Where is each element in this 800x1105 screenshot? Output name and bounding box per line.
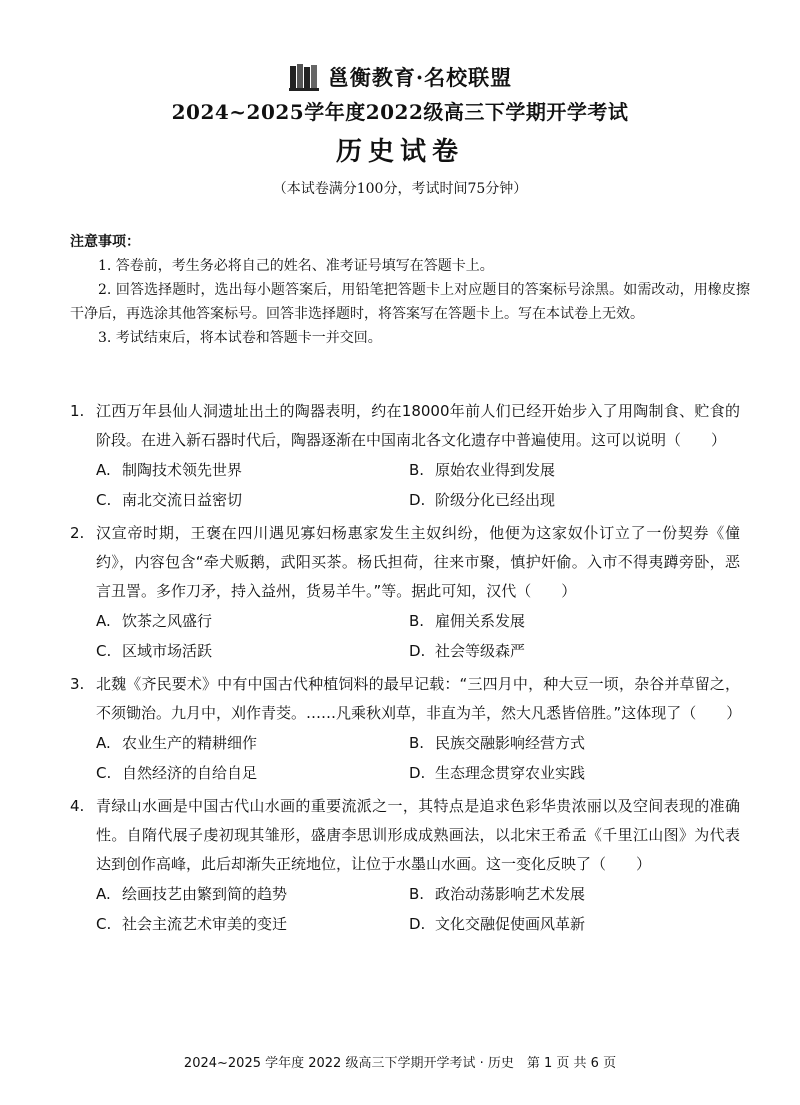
note-item: 3. 考试结束后，将本试卷和答题卡一并交回。 [98, 330, 382, 346]
question-stem: 汉宣帝时期，王褒在四川遇见寡妇杨惠家发生主奴纠纷，他便为这家奴仆订立了一份契券《僮约》，内容包含“牵犬贩鹅，武阳买茶。杨氏担荷，往来市聚，慎护奸偷。入市不得夷蹲旁卧，恶言丑詈。多作刀矛，持入益州，货易羊牛。”等。据此可知，汉代（ ） [96, 524, 740, 600]
question-1 [70, 397, 740, 515]
score-note: （本试卷满分100分，考试时间75分钟） [272, 181, 528, 197]
option-text: 区域市场活跃 [122, 642, 213, 660]
option-letter: C. [96, 642, 112, 660]
page-footer: 2024~2025 学年度 2022 级高三下学期开学考试 · 历史 第 1 页 共 6 页 [183, 1056, 617, 1071]
option-b[interactable] [409, 879, 740, 909]
books-logo-icon [288, 62, 320, 92]
option-text: 自然经济的自给自足 [122, 764, 258, 782]
options-grid [96, 879, 740, 939]
option-text: 南北交流日益密切 [122, 491, 243, 509]
question-2 [70, 519, 740, 666]
option-d[interactable] [409, 636, 740, 666]
note-item: 1. 答卷前，考生务必将自己的姓名、准考证号填写在答题卡上。 [98, 258, 494, 274]
option-letter: B. [409, 612, 425, 630]
option-c[interactable] [96, 485, 409, 515]
option-letter: A. [96, 612, 111, 630]
option-a[interactable] [96, 879, 409, 909]
option-text: 政治动荡影响艺术发展 [435, 885, 586, 903]
options-grid [96, 455, 740, 515]
subject-title: 历史试卷 [335, 137, 464, 167]
option-text: 生态理念贯穿农业实践 [435, 764, 586, 782]
option-c[interactable] [96, 758, 409, 788]
option-letter: A. [96, 734, 111, 752]
notes-title: 注意事项： [70, 234, 140, 250]
option-letter: A. [96, 461, 111, 479]
question-number: 2. [70, 524, 85, 542]
question-3 [70, 670, 740, 788]
options-grid [96, 728, 740, 788]
option-c[interactable] [96, 909, 409, 939]
option-d[interactable] [409, 758, 740, 788]
option-text: 阶级分化已经出现 [435, 491, 556, 509]
option-text: 绘画技艺由繁到简的趋势 [122, 885, 288, 903]
option-letter: D. [409, 642, 426, 660]
option-letter: D. [409, 491, 426, 509]
option-text: 社会等级森严 [435, 642, 526, 660]
question-number: 3. [70, 675, 85, 693]
option-text: 饮茶之风盛行 [122, 612, 213, 630]
option-letter: A. [96, 885, 111, 903]
questions-list [70, 397, 740, 943]
option-letter: B. [409, 461, 425, 479]
option-b[interactable] [409, 606, 740, 636]
exam-header [0, 62, 800, 198]
question-stem: 青绿山水画是中国古代山水画的重要流派之一，其特点是追求色彩华贵浓丽以及空间表现的准确性。自隋代展子虔初现其雏形，盛唐李思训形成成熟画法，以北宋王希孟《千里江山图》为代表达到创作高峰，此后却渐失正统地位，让位于水墨山水画。这一变化反映了（ ） [96, 797, 740, 873]
option-c[interactable] [96, 636, 409, 666]
option-a[interactable] [96, 455, 409, 485]
option-letter: D. [409, 915, 426, 933]
question-stem: 北魏《齐民要术》中有中国古代种植饲料的最早记载：“三四月中，种大豆一顷，杂谷并草留之，不须锄治。九月中，刈作青茭。……凡乘秋刈草，非直为羊，然大凡悉皆倍胜。”这体现了（ ） [96, 675, 742, 722]
option-d[interactable] [409, 485, 740, 515]
question-number: 4. [70, 797, 85, 815]
option-text: 社会主流艺术审美的变迁 [122, 915, 288, 933]
notes-section [70, 230, 750, 350]
brand-name: 邕衡教育·名校联盟 [327, 65, 513, 90]
option-b[interactable] [409, 455, 740, 485]
brand-row [0, 62, 800, 92]
option-b[interactable] [409, 728, 740, 758]
option-text: 文化交融促使画风革新 [435, 915, 586, 933]
options-grid [96, 606, 740, 666]
option-letter: B. [409, 734, 425, 752]
option-text: 制陶技术领先世界 [122, 461, 243, 479]
question-number: 1. [70, 402, 85, 420]
option-d[interactable] [409, 909, 740, 939]
exam-title: 2024~2025学年度2022级高三下学期开学考试 [171, 100, 629, 124]
question-stem: 江西万年县仙人洞遗址出土的陶器表明，约在18000年前人们已经开始步入了用陶制食、贮食的阶段。在进入新石器时代后，陶器逐渐在中国南北各文化遗存中普遍使用。这可以说明（ ） [96, 402, 740, 449]
option-letter: C. [96, 491, 112, 509]
question-4 [70, 792, 740, 939]
option-letter: C. [96, 764, 112, 782]
option-text: 雇佣关系发展 [435, 612, 526, 630]
option-letter: C. [96, 915, 112, 933]
note-item: 2. 回答选择题时，选出每小题答案后，用铅笔把答题卡上对应题目的答案标号涂黑。如需改动，用橡皮擦干净后，再选涂其他答案标号。回答非选择题时，将答案写在答题卡上。写在本试卷上无效。 [70, 282, 750, 322]
option-letter: D. [409, 764, 426, 782]
option-letter: B. [409, 885, 425, 903]
option-a[interactable] [96, 728, 409, 758]
option-text: 农业生产的精耕细作 [122, 734, 258, 752]
option-text: 民族交融影响经营方式 [435, 734, 586, 752]
option-text: 原始农业得到发展 [435, 461, 556, 479]
option-a[interactable] [96, 606, 409, 636]
